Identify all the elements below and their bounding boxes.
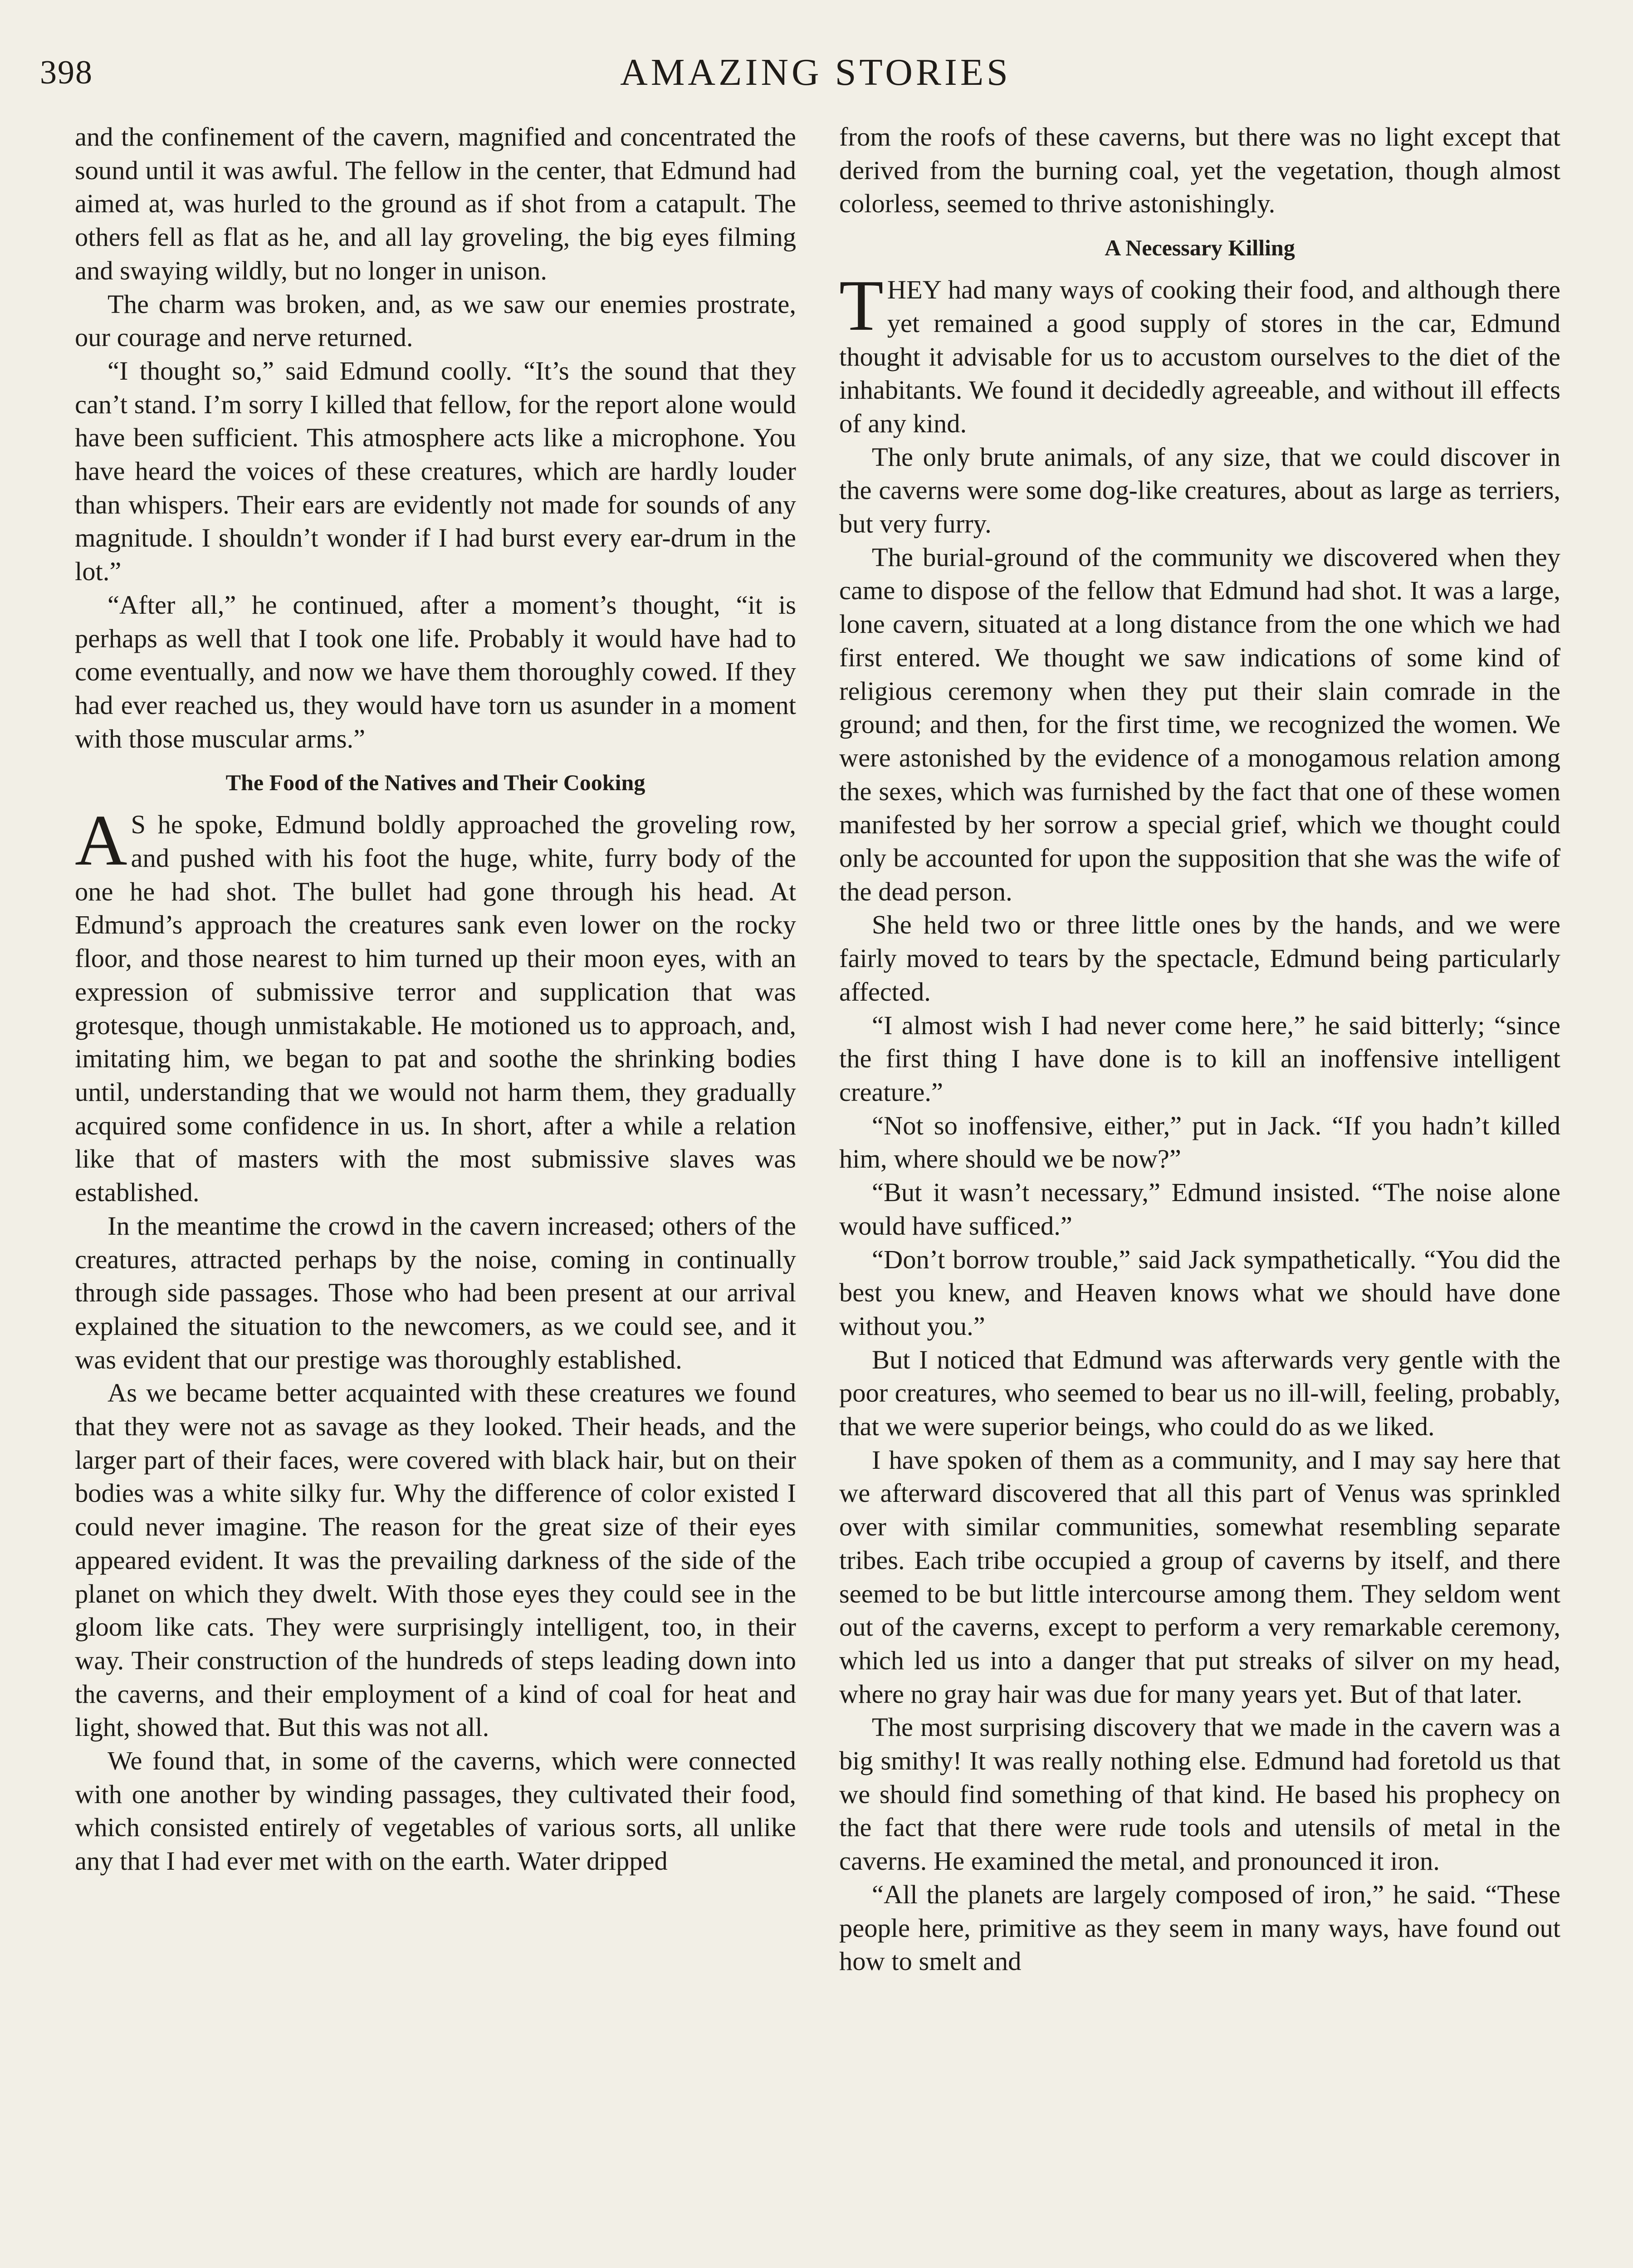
paragraph: In the meantime the crowd in the cavern increased; others of the creatures, attracted perhaps by the noise, coming in continually through side passages. Those who had been present at our arrival explained the situation to the newcomers, as we could see, and it was evident that our prestige was thoroughly established. <box>75 1211 796 1374</box>
left-column <box>75 120 796 1878</box>
section-heading: The Food of the Natives and Their Cooking <box>225 770 645 796</box>
paragraph: I have spoken of them as a community, and I may say here that we afterward discovered that all this part of Venus was sprinkled over with similar communities, somewhat resembling separate tribes. Each tribe occupied a group of caverns by itself, and there seemed to be but little intercourse among them. They seldom went out of the caverns, except to perform a very remarkable ceremony, which led us into a danger that put streaks of silver on my head, where no gray hair was due for many years yet. But of that later. <box>839 1445 1560 1709</box>
page-header <box>40 50 1591 104</box>
magazine-title: AMAZING STORIES <box>620 51 1011 93</box>
paragraph: “But it wasn’t necessary,” Edmund insisted. “The noise alone would have sufficed.” <box>839 1178 1560 1241</box>
paragraph: “Not so inoffensive, either,” put in Jack. “If you hadn’t killed him, where should we be now?” <box>839 1110 1560 1174</box>
page-number: 398 <box>40 54 93 91</box>
right-column <box>839 120 1560 1978</box>
drop-cap: T <box>839 265 884 346</box>
paragraph: As we became better acquainted with these creatures we found that they were not as savage as they looked. Their heads, and the larger part of their faces, were covered with black hair, but on their bodies was a white silky fur. Why the difference of color existed I could never imagine. The reason for the great size of their eyes appeared evident. It was the prevailing darkness of the side of the planet on which they dwelt. With those eyes they could see in the gloom like cats. They were surprisingly intelligent, too, in their way. Their construction of the hundreds of steps leading down into the caverns, and their employment of a kind of coal for heat and light, showed that. But this was not all. <box>75 1378 796 1742</box>
paragraph: We found that, in some of the caverns, which were connected with one another by winding passages, they cultivated their food, which consisted entirely of vegetables of various sorts, all unlike any that I had ever met with on the earth. Water dripped <box>75 1746 796 1876</box>
paragraph: The most surprising discovery that we made in the cavern was a big smithy! It was really nothing else. Edmund had foretold us that we should find something of that kind. He based his prophecy on the fact that there were rude tools and utensils of metal in the caverns. He examined the metal, and pronounced it iron. <box>839 1712 1560 1876</box>
section-heading: A Necessary Killing <box>1105 235 1295 261</box>
paragraph: “I almost wish I had never come here,” he said bitterly; “since the first thing I have done is to kill an inoffensive intelligent creature.” <box>839 1010 1560 1107</box>
paragraph: from the roofs of these caverns, but there was no light except that derived from the burning coal, yet the vegetation, though almost colorless, seemed to thrive astonishingly. <box>839 122 1560 219</box>
paragraph: “I thought so,” said Edmund coolly. “It’s the sound that they can’t stand. I’m sorry I killed that fellow, for the report alone would have been sufficient. This atmosphere acts like a microphone. You have heard the voices of these creatures, which are hardly louder than whispers. Their ears are evidently not made for sounds of any magnitude. I shouldn’t wonder if I had burst every ear-drum in the lot.” <box>75 356 796 587</box>
paragraph: She held two or three little ones by the hands, and we were fairly moved to tears by the spectacle, Edmund being particularly affected. <box>839 910 1560 1007</box>
paragraph: “After all,” he continued, after a moment’s thought, “it is perhaps as well that I took one life. Probably it would have had to come eventually, and now we have them thoroughly cowed. If they had ever reached us, they would have torn us asunder in a moment with those muscular arms.” <box>75 590 796 753</box>
paragraph: “Don’t borrow trouble,” said Jack sympathetically. “You did the best you knew, and Heaven knows what we should have done without you.” <box>839 1244 1560 1341</box>
paragraph: The charm was broken, and, as we saw our enemies prostrate, our courage and nerve returned. <box>75 289 796 352</box>
paragraph: “All the planets are largely composed of iron,” he said. “These people here, primitive as they seem in many ways, have found out how to smelt and <box>839 1879 1560 1976</box>
paragraph-text: HEY had many ways of cooking their food, and although there yet remained a good supply of stores in the car, Edmund thought it advisable for us to accustom ourselves to the diet of the inhabitants. We found it decidedly agreeable, and without ill effects of any kind. <box>839 275 1560 438</box>
paragraph: The only brute animals, of any size, that we could discover in the caverns were some dog-like creatures, about as large as terriers, but very furry. <box>839 442 1560 539</box>
dropcap-paragraph <box>75 800 796 1209</box>
paragraph: But I noticed that Edmund was afterwards very gentle with the poor creatures, who seemed to bear us no ill-will, feeling, probably, that we were superior beings, who could do as we liked. <box>839 1344 1560 1442</box>
paragraph: and the confinement of the cavern, magnified and concentrated the sound until it was awful. The fellow in the center, that Edmund had aimed at, was hurled to the ground as if shot from a catapult. The others fell as flat as he, and all lay groveling, the big eyes filming and swaying wildly, but no longer in unison. <box>75 122 796 285</box>
paragraph-text: S he spoke, Edmund boldly approached the groveling row, and pushed with his foot the huge, white, furry body of the one he had shot. The bullet had gone through his head. At Edmund’s approach the creatures sank even lower on the rocky floor, and those nearest to him turned up their moon eyes, with an expression of submissive terror and supplication that was grotesque, though unmistakable. He motioned us to approach, and, imitating him, we began to pat and soothe the shrinking bodies until, understanding that we would not harm them, they gradually acquired some confidence in us. In short, after a while a relation like that of masters with the most submissive slaves was established. <box>75 810 796 1207</box>
drop-cap: A <box>75 800 127 881</box>
dropcap-paragraph <box>839 265 1560 440</box>
paragraph: The burial-ground of the community we discovered when they came to dispose of the fellow that Edmund had shot. It was a large, lone cavern, situated at a long distance from the one which we had first entered. We thought we saw indications of some kind of religious ceremony when they put their slain comrade in the ground; and then, for the first time, we recognized the women. We were astonished by the evidence of a monogamous relation among the sexes, which was furnished by the fact that one of these women manifested by her sorrow a special grief, which we thought could only be accounted for upon the supposition that she was the wife of the dead person. <box>839 542 1560 906</box>
